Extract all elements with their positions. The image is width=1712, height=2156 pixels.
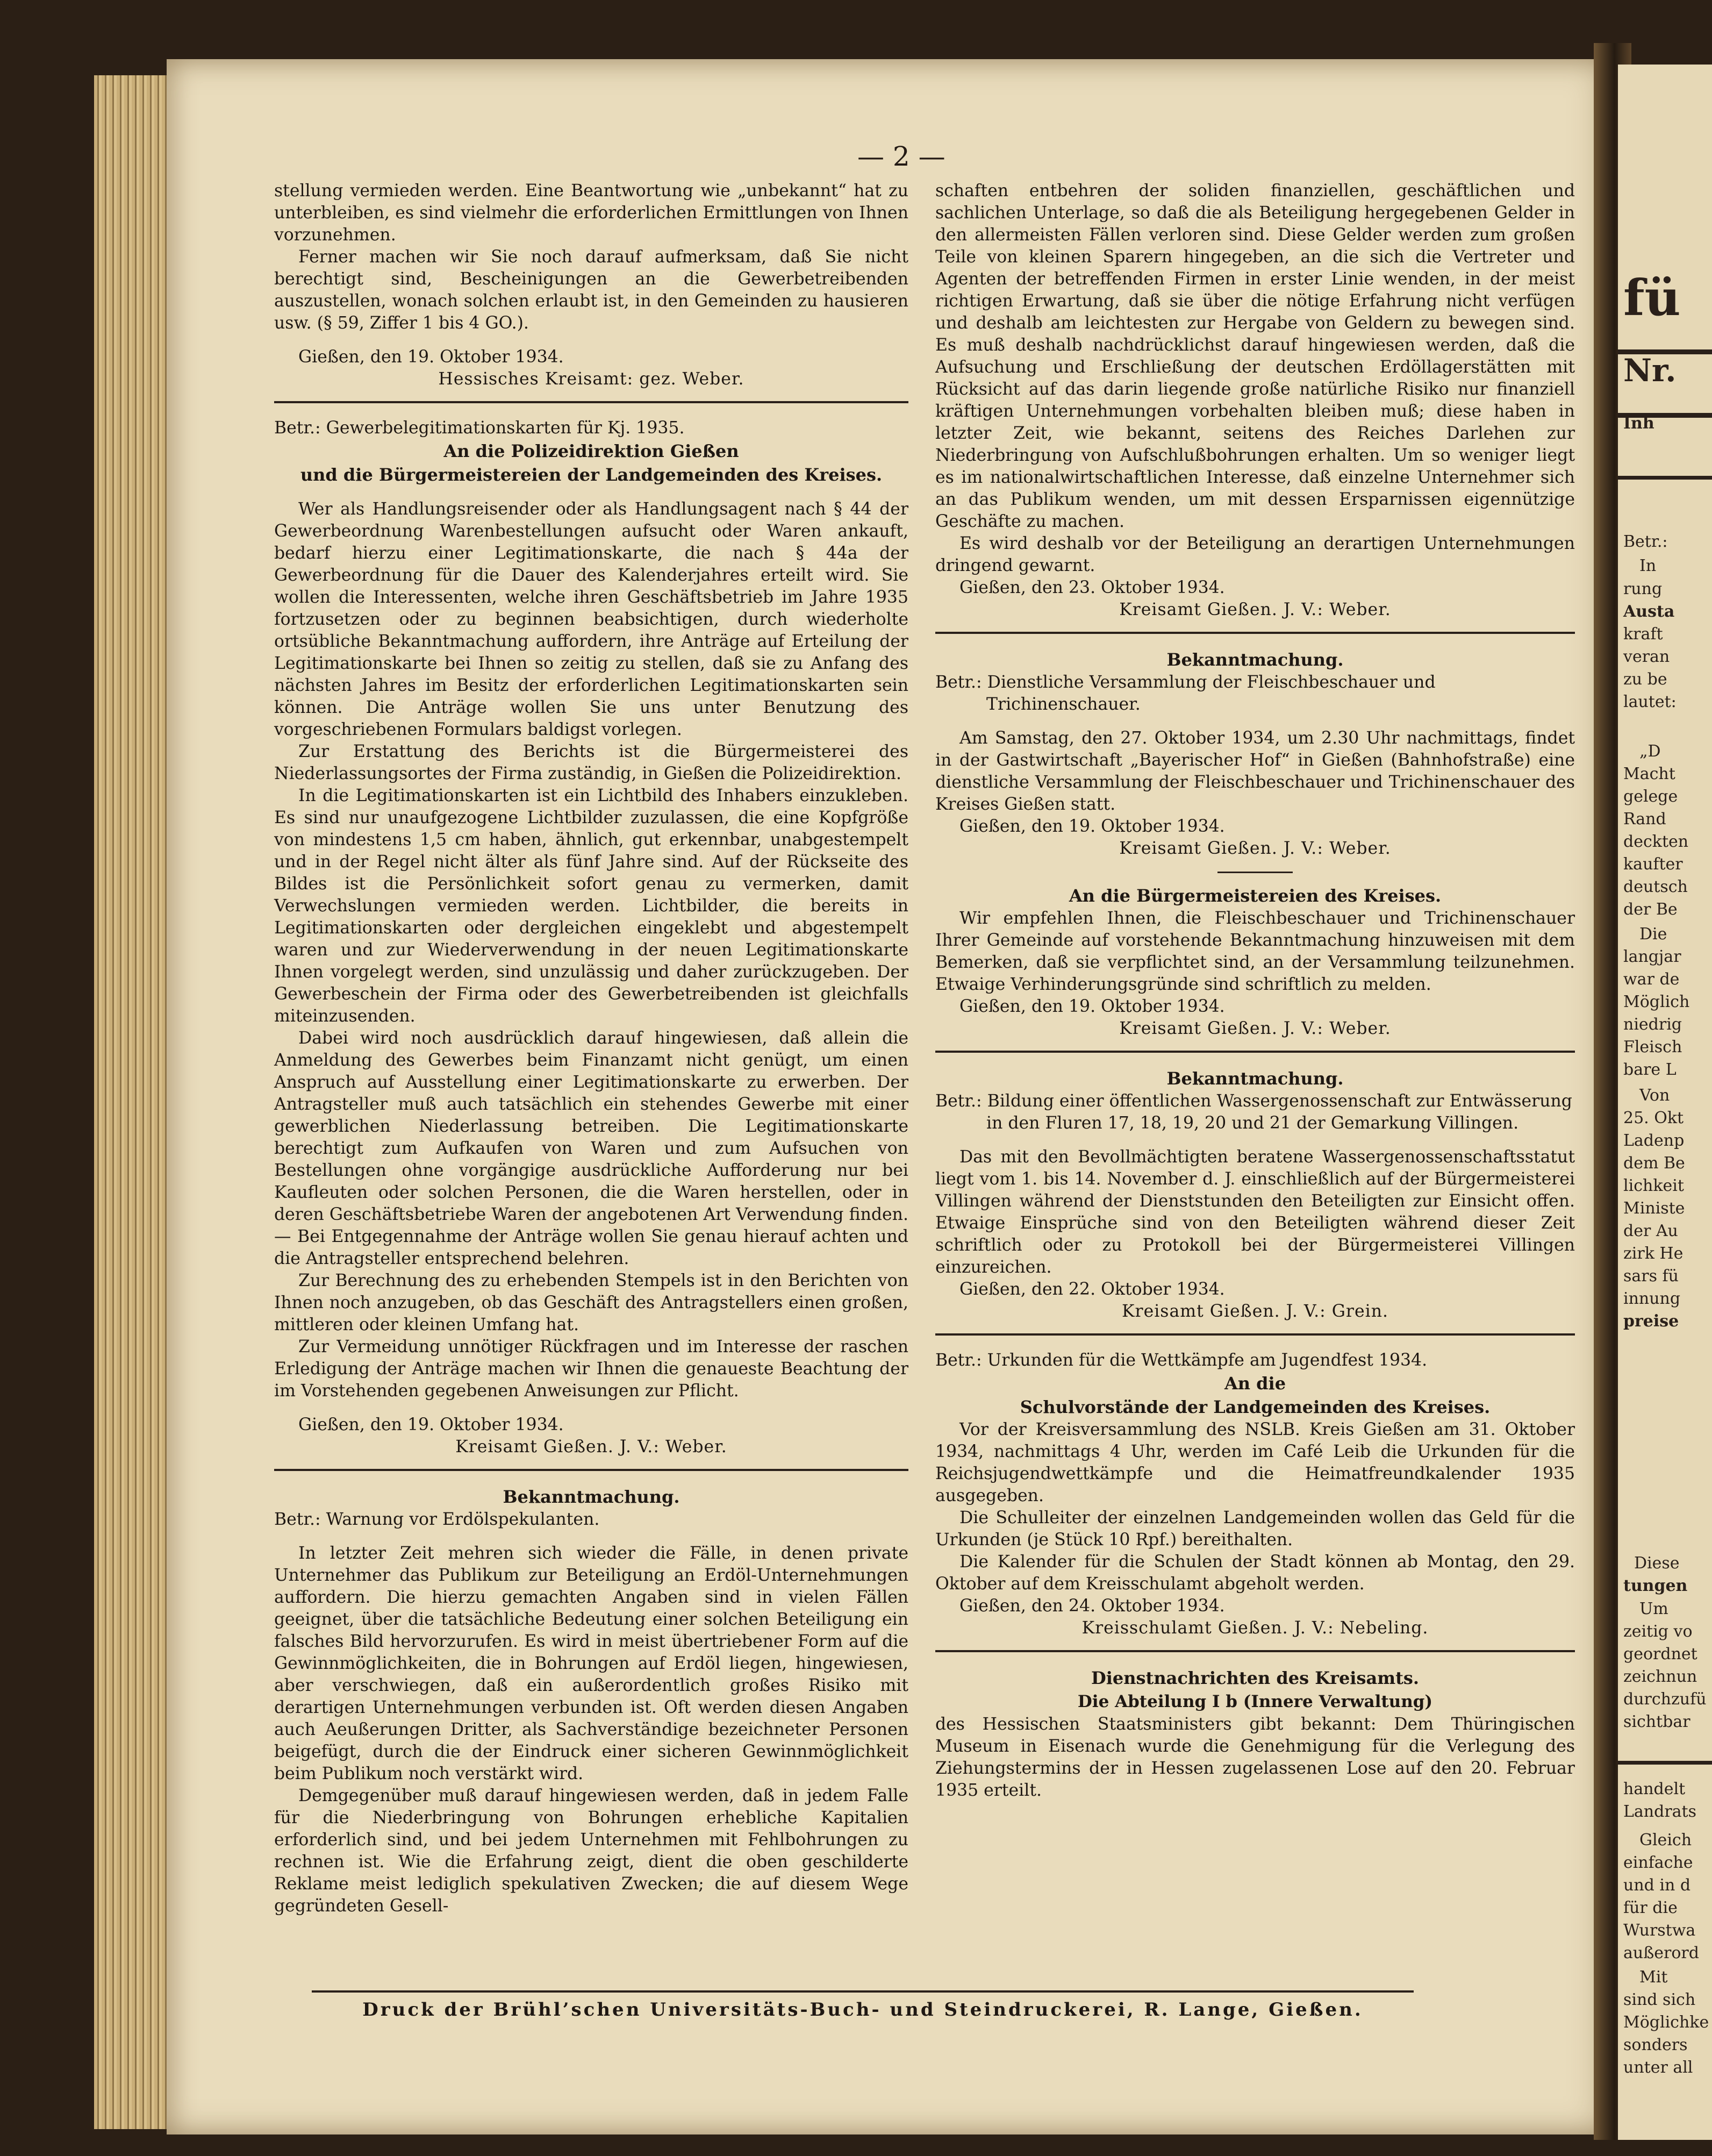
paragraph: Zur Vermeidung unnötiger Rückfragen und im Interesse der raschen Erledigung der Anträge machen wir Ihnen die genaueste Beachtung der im Vorstehenden gegebenen Anweisungen zur Pflicht. xyxy=(274,1337,908,1401)
section-title: Bekanntmachung. xyxy=(503,1487,680,1507)
next-page-text: tungen xyxy=(1623,1576,1688,1595)
next-page-text: fü xyxy=(1623,269,1681,327)
next-page-text: zirk He xyxy=(1623,1244,1684,1263)
section-rule xyxy=(935,1333,1575,1336)
next-page-text: lautet: xyxy=(1623,693,1677,711)
next-page-text: sind sich xyxy=(1623,1990,1696,2009)
paragraph: Dabei wird noch ausdrücklich darauf hingewiesen, daß allein die Anmeldung des Gewerbes beim Finanzamt nicht genügt, um einen Anspruch auf Ausstellung einer Legitimationskarte zu erwerben. Der Antragsteller muß auch tatsächlich ein stehendes Gewerbe mit einer gewerblichen Niederlassung betreiben. Die Legitimationskarte berechtigt zum Aufkaufen von Waren und zum Aufsuchen von Bestellungen ohne vorgängige ausdrückliche Aufforderung nur bei Kaufleuten oder solchen Personen, die die Waren herstellen, oder in deren Geschäftsbetriebe Waren der angebotenen Art Verwendung finden. — Bei Entgegennahme der Anträge wollen Sie genau hierauf achten und die Antragsteller entsprechend belehren. xyxy=(274,1029,908,1268)
signature: Kreisamt Gießen. J. V.: Weber. xyxy=(1119,1019,1391,1038)
paragraph: Es wird deshalb vor der Beteiligung an derartigen Unternehmungen dringend gewarnt. xyxy=(935,534,1575,575)
next-page-text: In xyxy=(1639,556,1657,575)
signature: Kreisamt Gießen. J. V.: Weber. xyxy=(1119,839,1391,858)
next-page-text: Betr.: xyxy=(1623,532,1668,551)
section-heading: Schulvorstände der Landgemeinden des Kreises. xyxy=(1020,1397,1491,1417)
next-page-rule xyxy=(1618,1761,1712,1765)
date-line: Gießen, den 19. Oktober 1934. xyxy=(959,817,1225,836)
next-page-text: zeichnun xyxy=(1623,1667,1697,1686)
next-page-text: durchzufü xyxy=(1623,1690,1707,1709)
section-heading: An die Polizeidirektion Gießen xyxy=(443,441,739,461)
date-line: Gießen, den 19. Oktober 1934. xyxy=(298,1415,564,1434)
next-page-text: außerord xyxy=(1623,1944,1699,1962)
next-page-text: handelt xyxy=(1623,1780,1686,1798)
next-page-text: Um xyxy=(1639,1600,1668,1618)
section-rule xyxy=(274,401,908,403)
next-page-text: Inh xyxy=(1623,414,1654,433)
section-heading: An die Bürgermeistereien des Kreises. xyxy=(1069,886,1442,906)
paragraph: schaften entbehren der soliden finanziellen, geschäftlichen und sachlichen Unterlage, so daß die als Beteiligung hergegebenen Gelder in den allermeisten Fällen verloren sind. Diese Gelder werden zum großen Teile von kleinen Sparern hingegeben, an die sich die Vertreter und Agenten der betreffenden Firmen in erster Linie wenden, in der meist richtigen Erwartung, daß sie über die nötige Erfahrung nicht verfügen und deshalb am leichtesten zur Hergabe von Geldern zu bewegen sind. Es muß deshalb nachdrücklichst darauf hingewiesen werden, daß die Aufsuchung und Erschließung der deutschen Erdöllagerstätten mit Rücksicht auf das darin liegende große natürliche Risiko nur finanziell kräftigen Unternehmungen vorbehalten bleiben muß; diese haben in letzter Zeit, wie bekannt, seitens des Reiches Darlehen zur Niederbringung von Aufschlußbohrungen erhalten. Um so weniger liegt es im nationalwirtschaftlichen Interesse, daß einzelne Unternehmer sich an das Publikum wenden, um mit dessen Ersparnissen eigennützige Geschäfte zu machen. xyxy=(935,181,1575,531)
paragraph: Die Kalender für die Schulen der Stadt können ab Montag, den 29. Oktober auf dem Kreisschulamt abgeholt werden. xyxy=(935,1552,1575,1594)
next-page-rule xyxy=(1618,476,1712,480)
next-page-text: sichtbar xyxy=(1623,1712,1690,1731)
next-page-text: der Be xyxy=(1623,900,1678,919)
right-column xyxy=(935,180,1575,1802)
paragraph: Vor der Kreisversammlung des NSLB. Kreis Gießen am 31. Oktober 1934, nachmittags 4 Uhr, werden im Café Leib die Urkunden für die Reichsjugendwettkämpfe und die Heimatfreundkalender 1935 ausgegeben. xyxy=(935,1420,1575,1505)
paragraph: In die Legitimationskarten ist ein Lichtbild des Inhabers einzukleben. Es sind nur unaufgezogene Lichtbilder zuzulassen, die eine Kopfgröße von mindestens 1,5 cm haben, ähnlich, gut erkennbar, unabgestempelt und in der Regel nicht älter als fünf Jahre sind. Auf der Rückseite des Bildes ist die Persönlichkeit sofort genau zu vermerken, damit Verwechslungen vermieden werden. Lichtbilder, die bereits in Legitimationskarten oder dergleichen eingeklebt und abgestempelt waren und zur Wiederverwendung in der neuen Legitimationskarte Ihnen vorgelegt werden, sind unzulässig und daher zurückzugeben. Der Gewerbeschein der Firma oder des Gewerbetreibenden ist gleichfalls miteinzusenden. xyxy=(274,786,908,1026)
page-edge-stack xyxy=(94,75,175,2129)
footer-rule xyxy=(312,1990,1414,1993)
section-rule xyxy=(935,1650,1575,1652)
next-page-text: Austa xyxy=(1623,602,1675,621)
date-line: Gießen, den 19. Oktober 1934. xyxy=(298,347,564,367)
next-page-text: langjar xyxy=(1623,947,1681,966)
next-page-text: kraft xyxy=(1623,625,1663,644)
next-page-text: innung xyxy=(1623,1289,1681,1308)
paragraph: Wer als Handlungsreisender oder als Handlungsagent nach § 44 der Gewerbeordnung Warenbestellungen aufsucht oder Waren ankauft, bedarf hierzu einer Legitimationskarte, die nach § 44a der Gewerbeordnung für die Dauer des Kalenderjahres erteilt wird. Sie wollen die Interessenten, welche ihren Geschäftsbetrieb im Jahre 1935 fortzusetzen oder zu beginnen beabsichtigen, durch wiederholte ortsübliche Bekanntmachung auffordern, ihre Anträge auf Erteilung der Legitimationskarte bei Ihnen so zeitig zu stellen, daß sie zu Anfang des nächsten Jahres im Besitz der erforderlichen Legitimationskarten sein können. Die Anträge wollen Sie uns unter Benutzung des vorgeschriebenen Formulars baldigst vorlegen. xyxy=(274,499,908,739)
next-page-text: Rand xyxy=(1623,810,1666,829)
next-page-text: veran xyxy=(1623,647,1670,666)
next-page-text: deutsch xyxy=(1623,877,1688,896)
printer-imprint: Druck der Brühl’schen Universitäts-Buch- und Steindruckerei, R. Lange, Gießen. xyxy=(362,1999,1363,2021)
paragraph: Zur Erstattung des Berichts ist die Bürgermeisterei des Niederlassungsortes der Firma zuständig, in Gießen die Polizeidirektion. xyxy=(274,742,908,783)
subject-line: Betr.: Urkunden für die Wettkämpfe am Jugendfest 1934. xyxy=(935,1351,1428,1370)
next-page-text: Mit xyxy=(1639,1968,1668,1987)
signature: Hessisches Kreisamt: gez. Weber. xyxy=(438,369,744,389)
subject-line: Betr.: Gewerbelegitimationskarten für Kj. 1935. xyxy=(274,418,685,438)
next-page-text: unter all xyxy=(1623,2058,1693,2077)
next-page-text: der Au xyxy=(1623,1222,1678,1240)
date-line: Gießen, den 23. Oktober 1934. xyxy=(959,578,1225,597)
section-subtitle: Die Abteilung I b (Innere Verwaltung) xyxy=(1077,1692,1433,1711)
left-column xyxy=(274,180,908,1917)
next-page-text: Möglichke xyxy=(1623,2013,1709,2032)
next-page-text: Ladenp xyxy=(1623,1131,1685,1150)
section-rule xyxy=(935,1051,1575,1053)
next-page-text: Macht xyxy=(1623,765,1675,783)
paragraph: Demgegenüber muß darauf hingewiesen werden, daß in jedem Falle für die Niederbringung von Bohrungen erhebliche Kapitalien erforderlich sind, und bei jedem Unternehmen mit Fehlbohrungen zu rechnen ist. Wie die Erfahrung zeigt, dient die oben geschilderte Reklame meist lediglich spekulativen Zwecken; die auf diesem Wege gegründeten Gesell- xyxy=(274,1786,908,1916)
section-heading: An die xyxy=(1224,1373,1286,1394)
next-page-text: Diese xyxy=(1634,1554,1680,1573)
subject-line: Betr.: Warnung vor Erdölspekulanten. xyxy=(274,1510,600,1529)
next-page-text: Fleisch xyxy=(1623,1038,1682,1056)
next-page-text: für die xyxy=(1623,1898,1678,1917)
next-page-text: Möglich xyxy=(1623,993,1690,1011)
paragraph: des Hessischen Staatsministers gibt bekannt: Dem Thüringischen Museum in Eisenach wurde die Genehmigung für die Verlegung des Ziehungstermins der in Hessen zugelassenen Lose auf den 20. Februar 1935 erteilt. xyxy=(935,1715,1575,1800)
section-rule xyxy=(274,1469,908,1471)
paragraph: In letzter Zeit mehren sich wieder die Fälle, in denen private Unternehmer das Publikum zur Beteiligung an Erdöl-Unternehmungen auffordern. Die hierzu gemachten Angaben sind in vielen Fällen geeignet, über die tatsächliche Bedeutung einer solchen Beteiligung ein falsches Bild hervorzurufen. Es wird in meist übertriebener Form auf die Gewinnmöglichkeiten, die in Bohrungen auf Erdöl liegen, hingewiesen, aber verschwiegen, daß ein außerordentlich großes Risiko mit derartigen Unternehmungen verbunden ist. Oft werden diesen Angaben auch Aeußerungen Dritter, als Sachverständige bezeichneter Personen beigefügt, durch die der Eindruck einer sicheren Gewinnmöglichkeit beim Publikum noch verstärkt wird. xyxy=(274,1544,908,1783)
next-page-text: zu be xyxy=(1623,670,1667,689)
section-rule xyxy=(935,632,1575,634)
next-page-text: kaufter xyxy=(1623,855,1683,874)
paragraph: Wir empfehlen Ihnen, die Fleischbeschauer und Trichinenschauer Ihrer Gemeinde auf vorstehende Bekanntmachung hinzuweisen mit dem Bemerken, daß sie verpflichtet sind, an der Versammlung teilzunehmen. Etwaige Verhinderungsgründe sind schriftlich zu melden. xyxy=(935,909,1575,994)
next-page-text: gelege xyxy=(1623,787,1678,806)
section-title: Bekanntmachung. xyxy=(1166,649,1344,670)
signature: Kreisschulamt Gießen. J. V.: Nebeling. xyxy=(1081,1618,1429,1638)
date-line: Gießen, den 19. Oktober 1934. xyxy=(959,997,1225,1016)
next-page-text: und in d xyxy=(1623,1876,1691,1895)
date-line: Gießen, den 22. Oktober 1934. xyxy=(959,1280,1225,1299)
next-page-text: lichkeit xyxy=(1623,1176,1684,1195)
next-page-text: Gleich xyxy=(1639,1831,1692,1850)
next-page-text: Nr. xyxy=(1623,352,1677,389)
next-page-text: 25. Okt xyxy=(1623,1109,1684,1127)
next-page-text: rung xyxy=(1623,580,1663,598)
subject-line: Betr.: Bildung einer öffentlichen Wassergenossenschaft zur Entwässerung in den Fluren 17, 18, 19, 20 und 21 der Gemarkung Villingen. xyxy=(935,1091,1572,1133)
short-rule xyxy=(1217,872,1293,873)
next-page-text: deckten xyxy=(1623,832,1689,851)
section-title: Bekanntmachung. xyxy=(1166,1068,1344,1089)
next-page-text: preise xyxy=(1623,1312,1679,1331)
section-title: Dienstnachrichten des Kreisamts. xyxy=(1091,1668,1419,1688)
next-page-fragment xyxy=(1618,65,1712,2140)
next-page-text: „D xyxy=(1639,742,1661,761)
paragraph: Zur Berechnung des zu erhebenden Stempels ist in den Berichten von Ihnen noch anzugeben, ob das Geschäft des Antragstellers einen großen, mittleren oder kleinen Umfang hat. xyxy=(274,1271,908,1334)
page-number: — 2 — xyxy=(857,141,945,172)
section-heading: und die Bürgermeistereien der Landgemeinden des Kreises. xyxy=(300,465,883,485)
subject-line: Betr.: Dienstliche Versammlung der Fleischbeschauer und Trichinenschauer. xyxy=(935,673,1436,714)
signature: Kreisamt Gießen. J. V.: Weber. xyxy=(1119,600,1391,619)
paragraph: Das mit den Bevollmächtigten beratene Wassergenossenschaftsstatut liegt vom 1. bis 14. November d. J. einschließlich auf der Bürgermeisterei Villingen während der Dienststunden den Beteiligten zur Einsicht offen. Etwaige Einsprüche sind von den Beteiligten während dieser Zeit schriftlich oder zu Protokoll bei der Bürgermeisterei Villingen einzureichen. xyxy=(935,1147,1575,1277)
next-page-text: dem Be xyxy=(1623,1154,1685,1173)
next-page-text: Die xyxy=(1639,925,1667,944)
next-page-text: Ministe xyxy=(1623,1199,1685,1218)
paragraph: Am Samstag, den 27. Oktober 1934, um 2.30 Uhr nachmittags, findet in der Gastwirtschaft „Bayerischer Hof“ in Gießen (Bahnhofstraße) eine dienstliche Versammlung der Fleischbeschauer und Trichinenschauer des Kreises Gießen statt. xyxy=(935,729,1575,814)
next-page-text: Landrats xyxy=(1623,1802,1697,1821)
next-page-text: niedrig xyxy=(1623,1015,1682,1034)
next-page-text: bare L xyxy=(1623,1060,1677,1079)
next-page-text: sars fü xyxy=(1623,1267,1679,1286)
paragraph: stellung vermieden werden. Eine Beantwortung wie „unbekannt“ hat zu unterbleiben, es sind vielmehr die erforderlichen Ermittlungen von Ihnen vorzunehmen. xyxy=(274,181,908,245)
date-line: Gießen, den 24. Oktober 1934. xyxy=(959,1596,1225,1616)
signature: Kreisamt Gießen. J. V.: Weber. xyxy=(455,1437,727,1457)
next-page-text: einfache xyxy=(1623,1853,1693,1872)
next-page-text: war de xyxy=(1623,970,1680,989)
next-page-text: Von xyxy=(1639,1086,1670,1105)
next-page-text: sonders xyxy=(1623,2036,1688,2054)
paragraph: Ferner machen wir Sie noch darauf aufmerksam, daß Sie nicht berechtigt sind, Bescheinigungen an die Gewerbetreibenden auszustellen, wonach solchen erlaubt ist, in den Gemeinden zu hausieren usw. (§ 59, Ziffer 1 bis 4 GO.). xyxy=(274,247,908,333)
next-page-text: zeitig vo xyxy=(1623,1622,1693,1641)
paragraph: Die Schulleiter der einzelnen Landgemeinden wollen das Geld für die Urkunden (je Stück 10 Rpf.) bereithalten. xyxy=(935,1508,1575,1550)
next-page-text: geordnet xyxy=(1623,1645,1697,1664)
next-page-text: Wurstwa xyxy=(1623,1921,1696,1940)
signature: Kreisamt Gießen. J. V.: Grein. xyxy=(1122,1302,1388,1321)
